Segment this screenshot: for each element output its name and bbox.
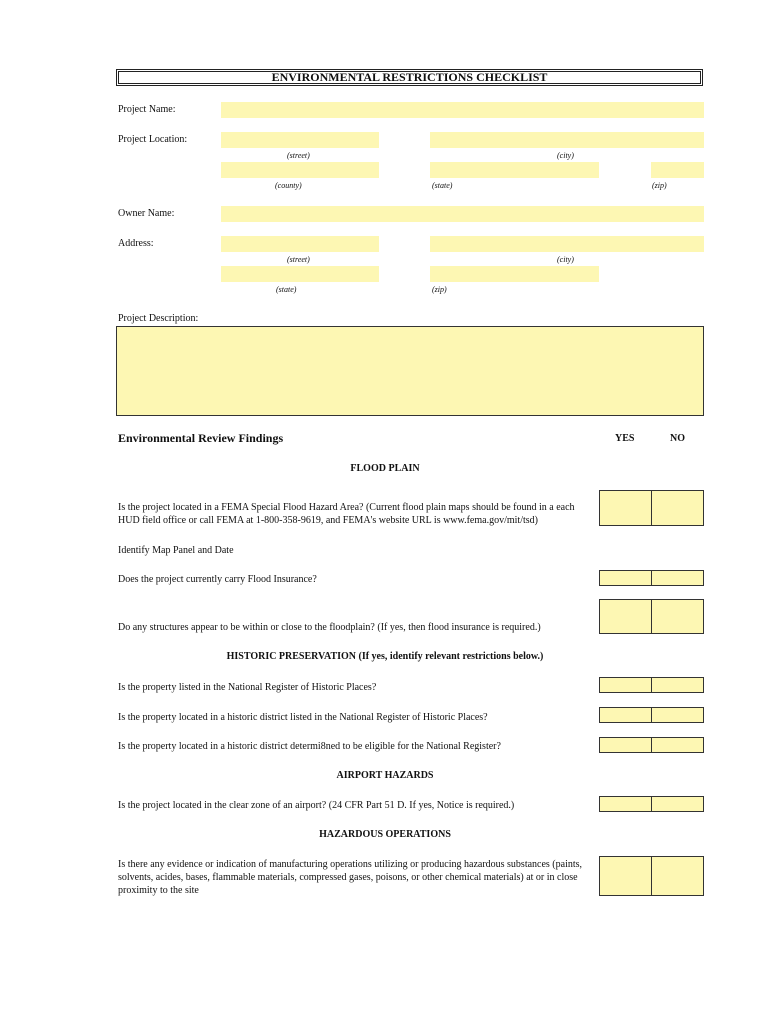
national-register-answer-row: [599, 677, 704, 693]
structures-yes-checkbox[interactable]: [599, 599, 652, 634]
flood-plain-section-title: FLOOD PLAIN: [350, 463, 420, 474]
project-name-label: Project Name:: [118, 104, 176, 115]
no-column-header: NO: [670, 433, 685, 444]
flood-insurance-yes-checkbox[interactable]: [599, 570, 652, 586]
historic-district-answer-row: [599, 707, 704, 723]
project-zip-field[interactable]: [651, 162, 704, 178]
yes-column-header: YES: [615, 433, 635, 444]
structures-no-checkbox[interactable]: [652, 599, 704, 634]
project-description-textarea[interactable]: [116, 326, 704, 416]
form-title: ENVIRONMENTAL RESTRICTIONS CHECKLIST: [116, 69, 703, 86]
project-city-caption: (city): [557, 151, 574, 160]
owner-city-caption: (city): [557, 255, 574, 264]
flood-insurance-answer-row: [599, 570, 704, 586]
map-panel-question: Identify Map Panel and Date: [118, 545, 234, 556]
national-register-yes-checkbox[interactable]: [599, 677, 652, 693]
fema-yes-checkbox[interactable]: [599, 490, 652, 526]
historic-preservation-section-title: HISTORIC PRESERVATION (If yes, identify relevant restrictions below.): [226, 651, 544, 662]
flood-insurance-question: Does the project currently carry Flood Insurance?: [118, 574, 317, 585]
clear-zone-answer-row: [599, 796, 704, 812]
structures-question: Do any structures appear to be within or close to the floodplain? (If yes, then flood insurance is required.): [118, 622, 541, 633]
project-name-field[interactable]: [221, 102, 704, 118]
owner-street-caption: (street): [287, 255, 310, 264]
project-street-caption: (street): [287, 151, 310, 160]
eligible-district-answer-row: [599, 737, 704, 753]
owner-zip-caption: (zip): [432, 285, 447, 294]
national-register-no-checkbox[interactable]: [652, 677, 704, 693]
owner-zip-field[interactable]: [430, 266, 599, 282]
airport-hazards-section-title: AIRPORT HAZARDS: [336, 770, 434, 781]
project-street-field[interactable]: [221, 132, 379, 148]
owner-name-label: Owner Name:: [118, 208, 175, 219]
hazardous-ops-yes-checkbox[interactable]: [599, 856, 652, 896]
eligible-district-question: Is the property located in a historic district determi8ned to be eligible for the National Register?: [118, 741, 501, 752]
clear-zone-no-checkbox[interactable]: [652, 796, 704, 812]
project-zip-caption: (zip): [652, 181, 667, 190]
owner-state-field[interactable]: [221, 266, 379, 282]
fema-no-checkbox[interactable]: [652, 490, 704, 526]
historic-district-no-checkbox[interactable]: [652, 707, 704, 723]
clear-zone-yes-checkbox[interactable]: [599, 796, 652, 812]
national-register-question: Is the property listed in the National Register of Historic Places?: [118, 682, 377, 693]
project-state-caption: (state): [432, 181, 453, 190]
hazardous-ops-no-checkbox[interactable]: [652, 856, 704, 896]
owner-name-field[interactable]: [221, 206, 704, 222]
project-county-field[interactable]: [221, 162, 379, 178]
owner-city-field[interactable]: [430, 236, 704, 252]
clear-zone-question: Is the project located in the clear zone of an airport? (24 CFR Part 51 D. If yes, Notice is required.): [118, 800, 515, 811]
project-location-label: Project Location:: [118, 134, 188, 145]
owner-street-field[interactable]: [221, 236, 379, 252]
project-state-field[interactable]: [430, 162, 599, 178]
project-city-field[interactable]: [430, 132, 704, 148]
hazardous-operations-section-title: HAZARDOUS OPERATIONS: [319, 829, 451, 840]
owner-address-label: Address:: [118, 238, 154, 249]
fema-question: Is the project located in a FEMA Special Flood Hazard Area? (Current flood plain maps should be found in a each HUD field office or call FEMA at 1-800-358-9619, and FEMA's website URL is www.fema.gov/mit/tsd): [118, 502, 575, 526]
flood-insurance-no-checkbox[interactable]: [652, 570, 704, 586]
historic-district-question: Is the property located in a historic district listed in the National Register of Historic Places?: [118, 712, 488, 723]
historic-district-yes-checkbox[interactable]: [599, 707, 652, 723]
eligible-district-no-checkbox[interactable]: [652, 737, 704, 753]
hazardous-ops-question: Is there any evidence or indication of manufacturing operations utilizing or producing hazardous substances (paints, solvents, acides, bases, flammable materials, compressed gases, poisons, or other chemical materials) at or in close proximity to the site: [118, 859, 583, 896]
eligible-district-yes-checkbox[interactable]: [599, 737, 652, 753]
fema-answer-row: [599, 490, 704, 526]
project-county-caption: (county): [275, 181, 302, 190]
owner-state-caption: (state): [276, 285, 297, 294]
hazardous-ops-answer-row: [599, 856, 704, 896]
project-description-label: Project Description:: [118, 313, 199, 324]
findings-heading: Environmental Review Findings: [118, 431, 284, 445]
structures-answer-row: [599, 599, 704, 634]
